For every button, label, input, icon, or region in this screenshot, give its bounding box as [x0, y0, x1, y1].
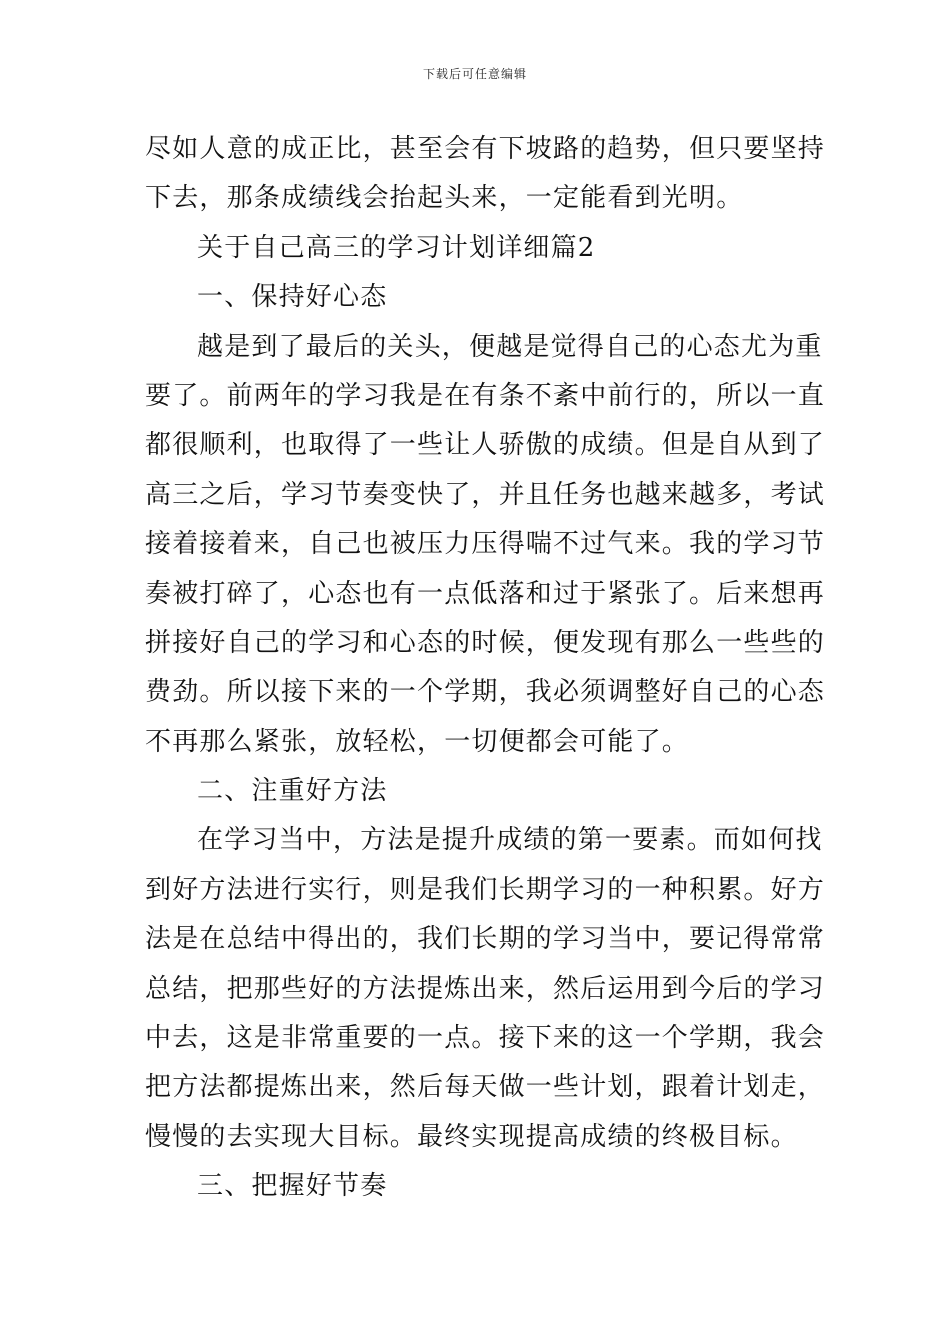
paragraph-line: 中去，这是非常重要的一点。接下来的这一个学期，我会 — [145, 1023, 826, 1054]
paragraph-line: 尽如人意的成正比，甚至会有下坡路的趋势，但只要坚持 — [145, 134, 826, 164]
paragraph-line: 都很顺利，也取得了一些让人骄傲的成绩。但是自从到了 — [145, 430, 826, 461]
paragraph-line: 不再那么紧张，放轻松，一切便都会可能了。 — [145, 726, 690, 757]
paragraph-line: 拼接好自己的学习和心态的时候，便发现有那么一些些的 — [145, 627, 826, 658]
paragraph-line: 到好方法进行实行，则是我们长期学习的一种积累。好方 — [145, 874, 826, 905]
paragraph-line: 在学习当中，方法是提升成绩的第一要素。而如何找 — [197, 825, 823, 856]
paragraph-line: 奏被打碎了，心态也有一点低落和过于紧张了。后来想再 — [145, 578, 826, 609]
paragraph-line: 费劲。所以接下来的一个学期，我必须调整好自己的心态 — [145, 677, 826, 708]
paragraph-line: 高三之后，学习节奏变快了，并且任务也越来越多，考试 — [145, 479, 826, 510]
document-body — [145, 125, 826, 1212]
paragraph-line: 法是在总结中得出的，我们长期的学习当中，要记得常常 — [145, 924, 826, 955]
section-heading: 一、保持好心态 — [197, 282, 388, 313]
paragraph-line: 越是到了最后的关头，便越是觉得自己的心态尤为重 — [197, 331, 823, 362]
section-title: 关于自己高三的学习计划详细篇2 — [197, 232, 596, 263]
section-heading: 二、注重好方法 — [197, 776, 388, 807]
paragraph-line: 下去，那条成绩线会抬起头来，一定能看到光明。 — [145, 183, 744, 214]
paragraph-line: 把方法都提炼出来，然后每天做一些计划，跟着计划走， — [145, 1072, 826, 1103]
paragraph-line: 接着接着来，自己也被压力压得喘不过气来。我的学习节 — [145, 529, 826, 560]
paragraph-line: 总结，把那些好的方法提炼出来，然后运用到今后的学习 — [145, 973, 826, 1004]
download-editable-note: 下载后可任意编辑 — [422, 67, 527, 81]
paragraph-line: 慢慢的去实现大目标。最终实现提高成绩的终极目标。 — [145, 1121, 798, 1152]
paragraph-line: 要了。前两年的学习我是在有条不紊中前行的，所以一直 — [145, 380, 826, 411]
section-heading: 三、把握好节奏 — [197, 1171, 388, 1202]
